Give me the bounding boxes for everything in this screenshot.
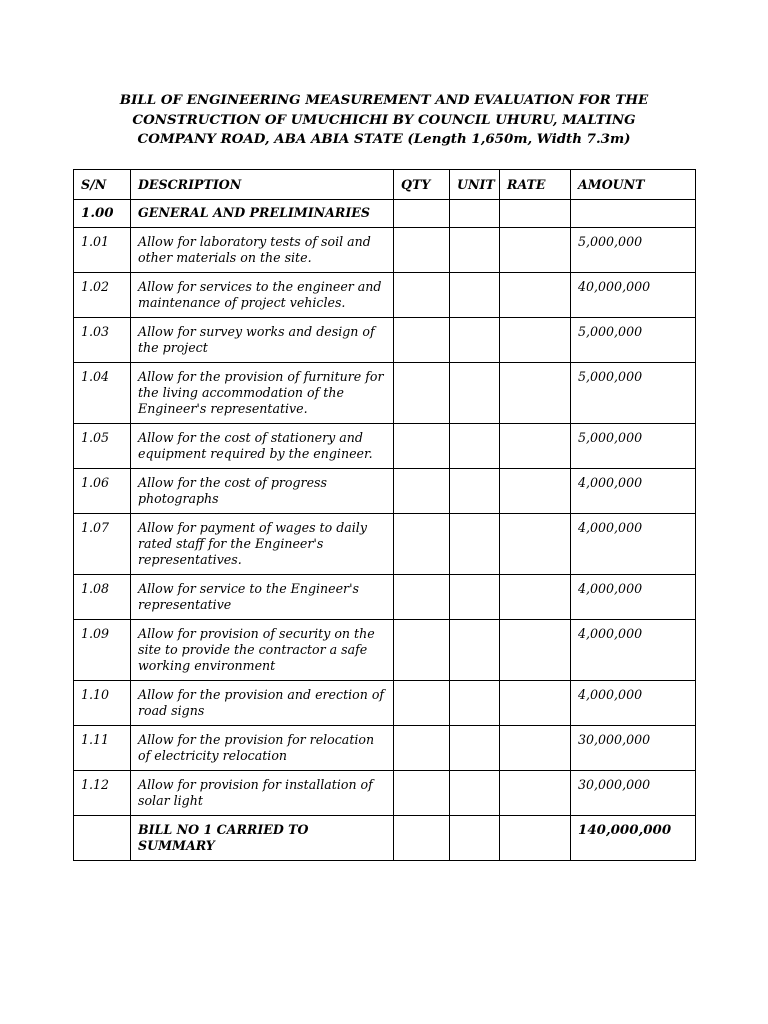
row-qty	[394, 771, 450, 816]
header-amount: AMOUNT	[571, 170, 696, 200]
row-qty	[394, 620, 450, 681]
table-row	[74, 363, 696, 424]
row-description: Allow for the cost of stationery and equipment required by the engineer.	[131, 424, 394, 469]
row-description: Allow for provision of security on the site to provide the contractor a safe working environment	[131, 620, 394, 681]
row-qty	[394, 424, 450, 469]
row-rate	[500, 469, 571, 514]
row-qty	[394, 726, 450, 771]
section-unit	[450, 200, 500, 228]
section-rate	[500, 200, 571, 228]
total-rate	[500, 816, 571, 861]
total-sn	[74, 816, 131, 861]
total-qty	[394, 816, 450, 861]
row-sn: 1.06	[74, 469, 131, 514]
row-sn: 1.01	[74, 228, 131, 273]
table-row	[74, 575, 696, 620]
row-amount: 4,000,000	[571, 620, 696, 681]
row-qty	[394, 318, 450, 363]
row-unit	[450, 363, 500, 424]
row-description: Allow for the cost of progress photographs	[131, 469, 394, 514]
bill-table	[73, 169, 696, 861]
title-line: CONSTRUCTION OF UMUCHICHI BY COUNCIL UHURU, MALTING	[132, 111, 636, 128]
row-description: Allow for services to the engineer and maintenance of project vehicles.	[131, 273, 394, 318]
row-unit	[450, 726, 500, 771]
table-row	[74, 726, 696, 771]
row-rate	[500, 273, 571, 318]
row-amount: 4,000,000	[571, 514, 696, 575]
row-amount: 30,000,000	[571, 771, 696, 816]
row-description: Allow for service to the Engineer's representative	[131, 575, 394, 620]
section-sn: 1.00	[74, 200, 131, 228]
row-description: Allow for survey works and design of the project	[131, 318, 394, 363]
row-qty	[394, 469, 450, 514]
table-row	[74, 273, 696, 318]
row-rate	[500, 363, 571, 424]
row-sn: 1.02	[74, 273, 131, 318]
row-unit	[450, 514, 500, 575]
row-unit	[450, 681, 500, 726]
row-unit	[450, 273, 500, 318]
row-amount: 40,000,000	[571, 273, 696, 318]
row-amount: 4,000,000	[571, 575, 696, 620]
section-description: GENERAL AND PRELIMINARIES	[131, 200, 394, 228]
table-row	[74, 681, 696, 726]
total-unit	[450, 816, 500, 861]
row-description: Allow for the provision for relocation of electricity relocation	[131, 726, 394, 771]
title-line: BILL OF ENGINEERING MEASUREMENT AND EVALUATION FOR THE	[119, 92, 649, 108]
row-unit	[450, 620, 500, 681]
table-row	[74, 469, 696, 514]
row-qty	[394, 273, 450, 318]
row-rate	[500, 318, 571, 363]
row-amount: 5,000,000	[571, 318, 696, 363]
row-amount: 4,000,000	[571, 681, 696, 726]
row-unit	[450, 771, 500, 816]
row-amount: 5,000,000	[571, 228, 696, 273]
total-row	[74, 816, 696, 861]
row-sn: 1.04	[74, 363, 131, 424]
row-amount: 5,000,000	[571, 363, 696, 424]
table-row	[74, 771, 696, 816]
total-amount: 140,000,000	[571, 816, 696, 861]
row-description: Allow for the provision of furniture for the living accommodation of the Engineer's representative.	[131, 363, 394, 424]
row-unit	[450, 318, 500, 363]
row-sn: 1.11	[74, 726, 131, 771]
document-title	[74, 91, 694, 150]
row-unit	[450, 575, 500, 620]
row-sn: 1.08	[74, 575, 131, 620]
row-rate	[500, 514, 571, 575]
table-row	[74, 514, 696, 575]
row-amount: 5,000,000	[571, 424, 696, 469]
row-unit	[450, 424, 500, 469]
row-qty	[394, 363, 450, 424]
total-label: BILL NO 1 CARRIED TO SUMMARY	[131, 816, 394, 861]
header-qty: QTY	[394, 170, 450, 200]
table-row	[74, 318, 696, 363]
row-description: Allow for the provision and erection of road signs	[131, 681, 394, 726]
section-qty	[394, 200, 450, 228]
row-qty	[394, 228, 450, 273]
header-description: DESCRIPTION	[131, 170, 394, 200]
row-qty	[394, 575, 450, 620]
row-qty	[394, 514, 450, 575]
row-description: Allow for provision for installation of solar light	[131, 771, 394, 816]
row-sn: 1.10	[74, 681, 131, 726]
row-unit	[450, 469, 500, 514]
row-sn: 1.05	[74, 424, 131, 469]
row-sn: 1.03	[74, 318, 131, 363]
title-line: COMPANY ROAD, ABA ABIA STATE (Length 1,650m, Width 7.3m)	[137, 131, 631, 147]
table-row	[74, 620, 696, 681]
header-unit: UNIT	[450, 170, 500, 200]
row-description: Allow for laboratory tests of soil and other materials on the site.	[131, 228, 394, 273]
header-sn: S/N	[74, 170, 131, 200]
row-sn: 1.07	[74, 514, 131, 575]
row-unit	[450, 228, 500, 273]
row-amount: 30,000,000	[571, 726, 696, 771]
row-rate	[500, 726, 571, 771]
table-row	[74, 228, 696, 273]
row-sn: 1.09	[74, 620, 131, 681]
row-rate	[500, 424, 571, 469]
row-rate	[500, 620, 571, 681]
row-rate	[500, 575, 571, 620]
row-rate	[500, 771, 571, 816]
table-row	[74, 424, 696, 469]
section-row	[74, 200, 696, 228]
row-amount: 4,000,000	[571, 469, 696, 514]
row-rate	[500, 228, 571, 273]
row-qty	[394, 681, 450, 726]
row-description: Allow for payment of wages to daily rated staff for the Engineer's representatives.	[131, 514, 394, 575]
header-rate: RATE	[500, 170, 571, 200]
section-amount	[571, 200, 696, 228]
header-row	[74, 170, 696, 200]
row-sn: 1.12	[74, 771, 131, 816]
row-rate	[500, 681, 571, 726]
